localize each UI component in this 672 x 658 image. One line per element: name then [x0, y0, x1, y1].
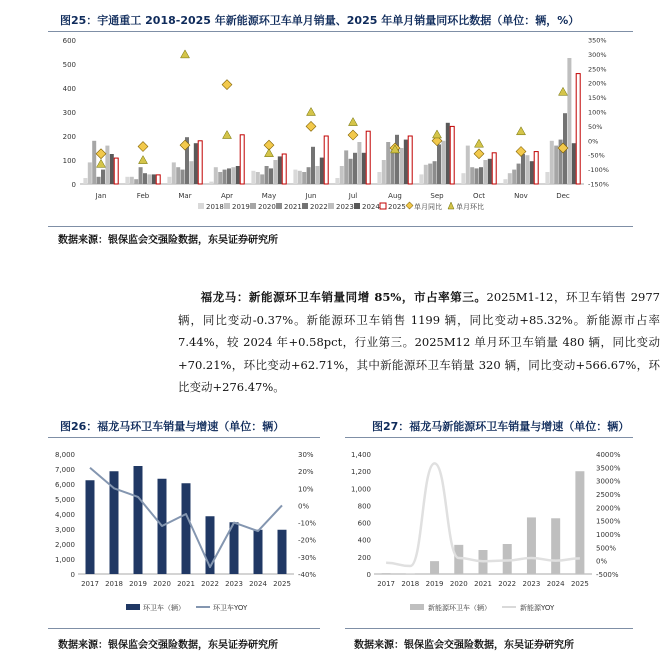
- fig25-bar: [488, 159, 492, 184]
- fig25-x-tick: Jul: [348, 192, 358, 200]
- fig25-x-tick: Dec: [556, 192, 570, 200]
- fig26-top-rule: [48, 437, 320, 438]
- fig25-bar: [176, 167, 180, 184]
- fig27-chart: [340, 442, 640, 622]
- fig26-bar: [278, 530, 287, 574]
- fig26-bar: [86, 480, 95, 574]
- fig26-x-tick: 2021: [177, 580, 195, 588]
- fig26-bar: [182, 483, 191, 574]
- fig26-legend-line-label: 环卫车YOY: [213, 604, 248, 612]
- fig25-bar: [97, 177, 101, 184]
- fig25-bar: [260, 174, 264, 184]
- fig25-bar: [251, 171, 255, 184]
- fig26-right-tick: -10%: [298, 519, 317, 528]
- fig26-x-tick: 2022: [201, 580, 219, 588]
- fig25-yoy-point: [474, 149, 484, 159]
- fig25-x-tick: Nov: [514, 192, 528, 200]
- fig25-left-tick: 600: [62, 37, 76, 45]
- fig25-bar: [428, 164, 432, 184]
- fig27-x-tick: 2020: [449, 580, 468, 588]
- fig27-left-tick: 800: [357, 502, 371, 511]
- fig25-bar: [362, 153, 366, 184]
- paragraph-lead: 福龙马：新能源环卫车销量同增 85%，市占率第三。: [200, 290, 487, 304]
- fig25-bar: [572, 143, 576, 184]
- fig25-mom-point: [349, 118, 358, 126]
- fig25-x-tick: Apr: [220, 192, 234, 200]
- fig27-title: 图27：福龙马新能源环卫车销量与增速（单位：辆）: [372, 420, 630, 433]
- fig26-left-tick: 6,000: [54, 481, 75, 489]
- fig25-bar: [340, 166, 344, 184]
- fig25-left-tick: 300: [62, 109, 76, 117]
- fig25-bar: [198, 141, 202, 184]
- fig25-bar: [209, 182, 213, 184]
- fig25-legend-swatch: [198, 203, 204, 209]
- fig25-legend-swatch: [276, 203, 282, 209]
- fig25-left-tick: 400: [62, 85, 76, 93]
- fig25-bar: [218, 172, 222, 184]
- fig25-x-tick: Aug: [388, 192, 402, 200]
- fig27-source: 数据来源：银保监会交强险数据，东吴证券研究所: [354, 640, 574, 651]
- fig25-legend-label: 2019: [232, 203, 250, 211]
- fig27-x-tick: 2024: [546, 580, 565, 588]
- fig25-bar: [307, 167, 311, 184]
- fig25-right-tick: -150%: [588, 180, 609, 189]
- fig25-bar: [311, 147, 315, 184]
- fig27-left-tick: 1,000: [350, 485, 371, 494]
- fig26-left-tick: 3,000: [54, 526, 75, 534]
- fig25-right-tick: 300%: [588, 50, 607, 59]
- fig26-left-tick: 2,000: [54, 541, 75, 549]
- fig27-bar: [503, 544, 512, 574]
- fig25-legend-swatch: [380, 203, 386, 209]
- fig26-left-tick: 8,000: [54, 451, 75, 459]
- fig25-bar: [110, 154, 114, 184]
- fig25-legend-label: 2023: [336, 203, 354, 211]
- fig25-bar: [395, 135, 399, 184]
- fig25-bar: [479, 167, 483, 184]
- fig25-bar: [189, 161, 193, 184]
- fig25-bar: [512, 170, 516, 184]
- fig25-bar: [315, 166, 319, 184]
- fig26-bar: [254, 530, 263, 574]
- fig27-left-tick: 1,200: [350, 468, 371, 477]
- fig25-yoy-point: [306, 121, 316, 131]
- fig25-yoy-point: [96, 149, 106, 159]
- fig25-legend-label: 单月环比: [456, 203, 484, 211]
- fig26-x-tick: 2024: [249, 580, 267, 588]
- fig25-mom-point: [475, 139, 484, 147]
- fig25-x-tick: Sep: [430, 192, 444, 200]
- fig25-bar: [357, 142, 361, 184]
- fig27-right-tick: 2000%: [596, 504, 621, 513]
- fig25-x-tick: May: [261, 192, 277, 200]
- fig25-right-tick: 50%: [588, 122, 603, 131]
- fig25-x-tick: Mar: [178, 192, 192, 200]
- fig27-x-tick: 2025: [570, 580, 589, 588]
- fig25-yoy-point: [138, 142, 148, 152]
- fig25-bar: [139, 167, 143, 184]
- fig25-bar: [567, 58, 571, 184]
- fig25-right-tick: 150%: [588, 94, 607, 103]
- fig26-right-tick: -20%: [298, 536, 317, 545]
- fig27-right-tick: 500%: [596, 544, 617, 553]
- fig25-bar: [236, 166, 240, 184]
- fig25-right-tick: 250%: [588, 65, 607, 74]
- fig27-left-tick: 1,400: [350, 451, 371, 459]
- fig27-bar: [382, 573, 391, 574]
- fig25-bar: [105, 146, 109, 184]
- fig26-left-tick: 7,000: [54, 466, 75, 474]
- fig25-legend-swatch: [354, 203, 360, 209]
- fig25-left-tick: 100: [62, 157, 76, 165]
- fig25-bar: [240, 135, 244, 184]
- fig27-left-tick: 0: [366, 571, 371, 579]
- fig25-bar: [419, 174, 423, 184]
- fig25-source: 数据来源：银保监会交强险数据，东吴证券研究所: [58, 235, 278, 246]
- body-paragraph: [178, 286, 660, 399]
- fig25-bar: [278, 156, 282, 184]
- fig26-legend-bar-swatch: [126, 604, 140, 610]
- fig25-bar: [508, 173, 512, 184]
- fig26-left-tick: 4,000: [54, 511, 75, 519]
- fig25-bar: [167, 177, 171, 184]
- fig25-bar: [172, 162, 176, 184]
- fig26-bottom-rule: [48, 628, 320, 629]
- fig25-bar: [302, 172, 306, 184]
- fig25-bar: [349, 159, 353, 184]
- fig26-right-tick: 30%: [298, 451, 314, 459]
- fig25-right-tick: -100%: [588, 166, 609, 175]
- fig27-bar: [406, 574, 415, 575]
- fig25-right-tick: -50%: [588, 151, 605, 160]
- fig25-right-tick: 350%: [588, 36, 607, 45]
- fig25-bar: [382, 160, 386, 184]
- fig26-left-tick: 1,000: [54, 556, 75, 564]
- fig25-bar: [437, 144, 441, 184]
- fig25-bar: [156, 175, 160, 184]
- fig25-left-tick: 0: [71, 181, 76, 189]
- fig25-bar: [554, 146, 558, 184]
- fig25-bar: [83, 178, 87, 184]
- fig27-x-tick: 2021: [474, 580, 492, 588]
- fig25-mom-point: [139, 156, 148, 164]
- fig25-bar: [152, 174, 156, 184]
- fig25-bar: [404, 140, 408, 184]
- fig27-legend-bar-swatch: [410, 604, 424, 610]
- fig25-bar: [492, 153, 496, 184]
- fig26-bar: [134, 466, 143, 574]
- fig25-bar: [377, 172, 381, 184]
- fig25-bar: [293, 170, 297, 184]
- fig25-bar: [475, 168, 479, 184]
- fig25-bar: [353, 153, 357, 184]
- fig25-bar: [483, 160, 487, 184]
- fig25-legend-swatch: [448, 202, 454, 209]
- fig26-left-tick: 0: [70, 571, 75, 579]
- fig25-x-tick: Jun: [305, 192, 317, 200]
- fig25-bar: [461, 173, 465, 184]
- fig25-bar: [503, 179, 507, 184]
- fig26-right-tick: -40%: [298, 571, 317, 579]
- fig25-chart: [48, 34, 638, 224]
- fig25-mom-point: [307, 108, 316, 116]
- fig25-bar: [231, 167, 235, 184]
- fig27-top-rule: [345, 437, 633, 438]
- fig25-yoy-point: [348, 130, 358, 140]
- fig25-bar: [344, 150, 348, 184]
- fig26-x-tick: 2023: [225, 580, 243, 588]
- fig25-legend-label: 单月同比: [414, 203, 442, 211]
- fig26-source: 数据来源：银保监会交强险数据，东吴证券研究所: [58, 640, 278, 651]
- fig25-bar: [399, 148, 403, 184]
- fig26-right-tick: -30%: [298, 553, 317, 562]
- fig27-legend-line-label: 新能源YOY: [520, 604, 555, 612]
- fig26-x-tick: 2019: [129, 580, 147, 588]
- fig27-right-tick: 2500%: [596, 491, 621, 499]
- fig25-bar: [386, 142, 390, 184]
- fig25-legend-label: 2025: [388, 203, 406, 211]
- fig26-right-tick: 20%: [298, 468, 314, 477]
- fig25-bar: [143, 173, 147, 184]
- fig27-right-tick: 3000%: [596, 477, 621, 486]
- fig26-right-tick: 0%: [298, 502, 310, 511]
- fig25-bar: [424, 165, 428, 184]
- fig25-bar: [227, 168, 231, 184]
- fig25-bar: [550, 141, 554, 184]
- fig26-left-tick: 5,000: [54, 496, 75, 504]
- fig27-right-tick: 4000%: [596, 451, 621, 459]
- fig25-mom-point: [517, 127, 526, 135]
- fig25-bar: [324, 136, 328, 184]
- fig25-bar: [214, 167, 218, 184]
- fig26-title: 图26：福龙马环卫车销量与增速（单位：辆）: [60, 420, 285, 433]
- fig25-x-tick: Feb: [136, 192, 150, 200]
- fig27-right-tick: 1500%: [596, 517, 621, 526]
- fig27-x-tick: 2023: [522, 580, 541, 588]
- fig25-bar: [576, 74, 580, 184]
- fig25-bar: [441, 141, 445, 184]
- fig25-right-tick: 0%: [588, 137, 599, 146]
- fig25-bar: [433, 161, 437, 184]
- fig25-bar: [125, 177, 129, 184]
- fig25-legend-label: 2021: [284, 203, 302, 211]
- fig26-chart: [48, 442, 333, 622]
- fig27-legend-bar-label: 新能源环卫车（辆）: [428, 604, 491, 612]
- fig25-legend-swatch: [302, 203, 308, 209]
- fig25-yoy-point: [222, 80, 232, 90]
- fig27-left-tick: 200: [357, 553, 371, 562]
- fig25-legend-label: 2020: [258, 203, 276, 211]
- fig25-bar: [92, 141, 96, 184]
- fig25-bar: [282, 154, 286, 184]
- fig25-bar: [391, 150, 395, 184]
- fig26-x-tick: 2017: [81, 580, 99, 588]
- fig25-bar: [545, 172, 549, 184]
- fig27-right-tick: 1000%: [596, 531, 621, 539]
- fig25-mom-point: [181, 50, 190, 58]
- fig27-left-tick: 600: [357, 519, 371, 528]
- fig26-x-tick: 2025: [273, 580, 291, 588]
- fig27-right-tick: 3500%: [596, 464, 621, 473]
- fig25-bar: [256, 172, 260, 184]
- fig26-x-tick: 2018: [105, 580, 123, 588]
- fig25-x-tick: Oct: [472, 192, 486, 200]
- fig25-bar: [366, 131, 370, 184]
- fig27-bar: [430, 561, 439, 574]
- fig25-bar: [446, 123, 450, 184]
- fig25-legend-swatch: [250, 203, 256, 209]
- fig25-bar: [466, 146, 470, 184]
- fig25-legend-label: 2018: [206, 203, 224, 211]
- fig25-bar: [134, 179, 138, 184]
- fig25-bar: [223, 170, 227, 184]
- fig26-legend-bar-label: 环卫车（辆）: [143, 604, 185, 612]
- fig27-x-tick: 2019: [425, 580, 444, 588]
- fig25-mom-point: [97, 159, 106, 167]
- fig25-bar: [298, 171, 302, 184]
- fig25-bottom-rule: [48, 226, 633, 227]
- fig25-bar: [194, 143, 198, 184]
- fig25-left-tick: 200: [62, 133, 76, 141]
- fig25-right-tick: 200%: [588, 79, 607, 88]
- fig27-bar: [454, 545, 463, 574]
- fig25-bar: [521, 154, 525, 184]
- fig25-legend-swatch: [406, 202, 413, 209]
- fig25-title: 图25：宇通重工 2018-2025 年新能源环卫车单月销量、2025 年单月销量同环比数据（单位：辆，%）: [60, 14, 580, 27]
- fig26-right-tick: 10%: [298, 485, 314, 494]
- fig25-bar: [517, 164, 521, 184]
- fig25-bar: [335, 178, 339, 184]
- fig25-legend-swatch: [224, 203, 230, 209]
- fig25-bar: [534, 152, 538, 184]
- fig25-bar: [470, 167, 474, 184]
- fig25-bar: [130, 177, 134, 184]
- fig27-x-tick: 2018: [401, 580, 420, 588]
- fig25-bar: [88, 162, 92, 184]
- fig25-bar: [269, 168, 273, 184]
- fig25-mom-point: [265, 149, 274, 157]
- fig26-x-tick: 2020: [153, 580, 171, 588]
- fig27-x-tick: 2022: [498, 580, 517, 588]
- fig25-bar: [320, 158, 324, 184]
- fig25-bar: [265, 166, 269, 184]
- fig25-bar: [101, 170, 105, 184]
- fig27-right-tick: 0%: [596, 557, 608, 566]
- fig27-x-tick: 2017: [377, 580, 396, 588]
- fig25-x-tick: Jan: [95, 192, 107, 200]
- fig25-mom-point: [223, 131, 232, 139]
- fig25-bar: [525, 155, 529, 184]
- fig25-mom-point: [433, 130, 442, 138]
- fig25-bar: [530, 161, 534, 184]
- fig25-legend-swatch: [328, 203, 334, 209]
- fig25-mom-point: [559, 87, 568, 95]
- fig27-left-tick: 400: [357, 536, 371, 545]
- paragraph-body: 2025M1-12，环卫车销售 2977 辆，同比变动-0.37%。新能源环卫车销售 1199 辆，同比变动+85.32%。新能源市占率 7.44%，较 2024 年+0.58pct，行业第三。2025M12 单月环卫车销量 480 辆，同比变动+70.21%，环比变动+62.71%，其中新能源环卫车销量 320 辆，同比变动+566.67%，环比变动+276.47%。: [178, 290, 660, 394]
- fig25-legend-label: 2022: [310, 203, 328, 211]
- fig25-bar: [408, 136, 412, 184]
- fig25-legend-label: 2024: [362, 203, 380, 211]
- fig25-bar: [273, 160, 277, 184]
- fig27-bottom-rule: [345, 628, 633, 629]
- fig27-right-tick: -500%: [596, 571, 619, 579]
- fig27-bar: [551, 518, 560, 574]
- fig25-top-rule: [48, 31, 633, 32]
- fig25-bar: [450, 126, 454, 184]
- fig25-bar: [181, 170, 185, 184]
- fig27-bar: [527, 517, 536, 574]
- fig25-bar: [114, 158, 118, 184]
- fig25-right-tick: 100%: [588, 108, 607, 117]
- fig25-bar: [147, 174, 151, 184]
- fig25-left-tick: 500: [62, 61, 76, 69]
